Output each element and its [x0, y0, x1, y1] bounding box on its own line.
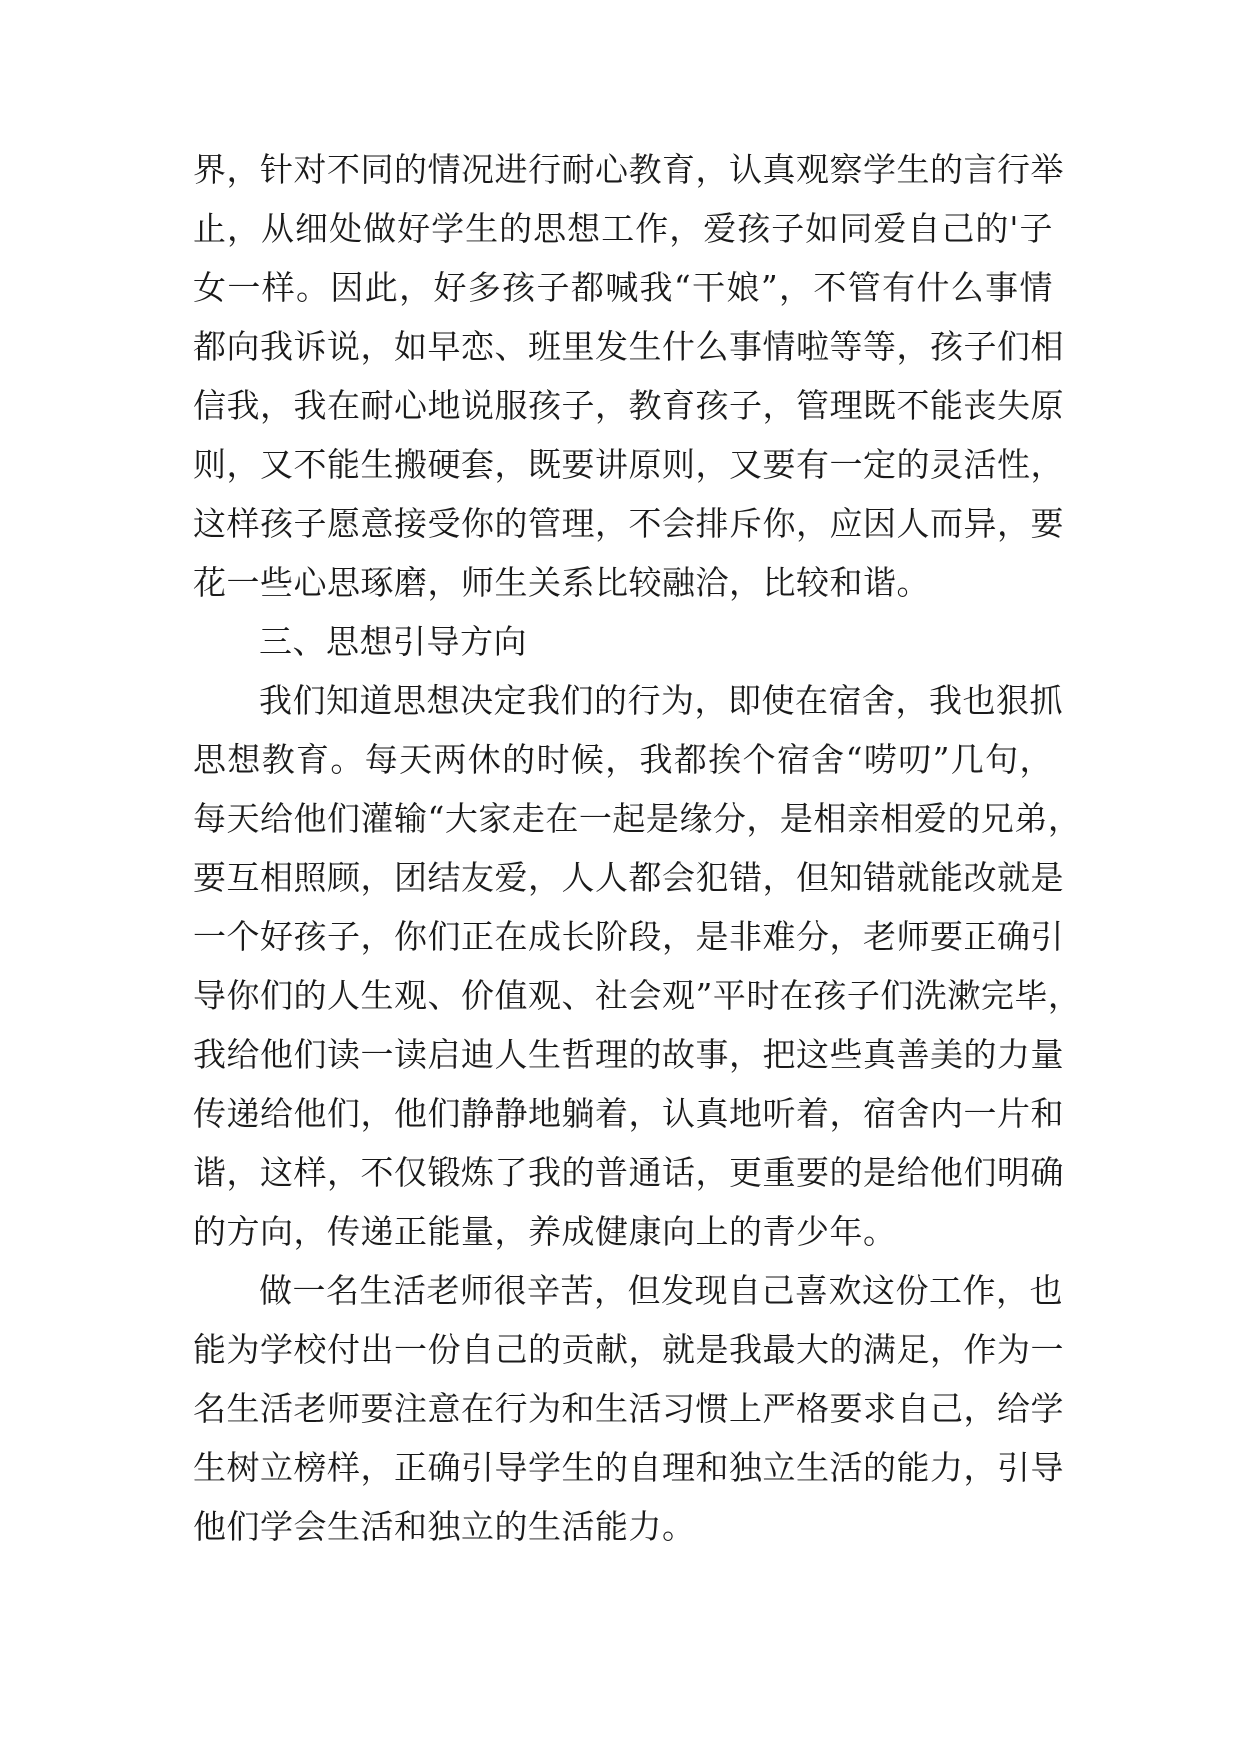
text-line: 这样孩子愿意接受你的管理，不会排斥你，应因人而异，要	[193, 504, 1064, 543]
paragraph-2	[193, 671, 1082, 1261]
text-line: 花一些心思琢磨，师生关系比较融洽，比较和谐。	[193, 563, 930, 602]
text-line: 做一名生活老师很辛苦，但发现自己喜欢这份工作，也	[259, 1271, 1063, 1310]
text-line: 名生活老师要注意在行为和生活习惯上严格要求自己，给学	[193, 1389, 1064, 1428]
text-line: 生树立榜样，正确引导学生的自理和独立生活的能力，引导	[193, 1448, 1064, 1487]
text-line: 每天给他们灌输“大家走在一起是缘分，是相亲相爱的兄弟，	[193, 799, 1082, 838]
text-line: 能为学校付出一份自己的贡献，就是我最大的满足，作为一	[193, 1330, 1064, 1369]
paragraph-3	[193, 1261, 1064, 1556]
text-line: 我们知道思想决定我们的行为，即使在宿舍，我也狠抓	[259, 681, 1063, 720]
text-line: 思想教育。每天两休的时候，我都挨个宿舍“唠叨”几句，	[193, 740, 1053, 779]
text-line: 则，又不能生搬硬套，既要讲原则，又要有一定的灵活性，	[193, 445, 1064, 484]
section-heading	[193, 612, 1053, 671]
text-line: 他们学会生活和独立的生活能力。	[193, 1507, 696, 1546]
paragraph-1	[193, 140, 1064, 612]
text-line: 界，针对不同的情况进行耐心教育，认真观察学生的言行举	[193, 150, 1064, 189]
section-heading-text: 三、思想引导方向	[259, 622, 527, 661]
document-body	[193, 140, 1082, 1556]
text-line: 我给他们读一读启迪人生哲理的故事，把这些真善美的力量	[193, 1035, 1064, 1074]
text-line: 都向我诉说，如早恋、班里发生什么事情啦等等，孩子们相	[193, 327, 1064, 366]
text-line: 谐，这样，不仅锻炼了我的普通话，更重要的是给他们明确	[193, 1153, 1064, 1192]
text-line: 一个好孩子，你们正在成长阶段，是非难分，老师要正确引	[193, 917, 1064, 956]
text-line: 传递给他们，他们静静地躺着，认真地听着，宿舍内一片和	[193, 1094, 1064, 1133]
text-line: 导你们的人生观、价值观、社会观”平时在孩子们洗漱完毕，	[193, 976, 1082, 1015]
text-line: 的方向，传递正能量，养成健康向上的青少年。	[193, 1212, 897, 1251]
text-line: 止，从细处做好学生的思想工作，爱孩子如同爱自己的'子	[193, 209, 1053, 248]
text-line: 女一样。因此，好多孩子都喊我“干娘”，不管有什么事情	[193, 268, 1053, 307]
text-line: 信我，我在耐心地说服孩子，教育孩子，管理既不能丧失原	[193, 386, 1064, 425]
text-line: 要互相照顾，团结友爱，人人都会犯错，但知错就能改就是	[193, 858, 1064, 897]
